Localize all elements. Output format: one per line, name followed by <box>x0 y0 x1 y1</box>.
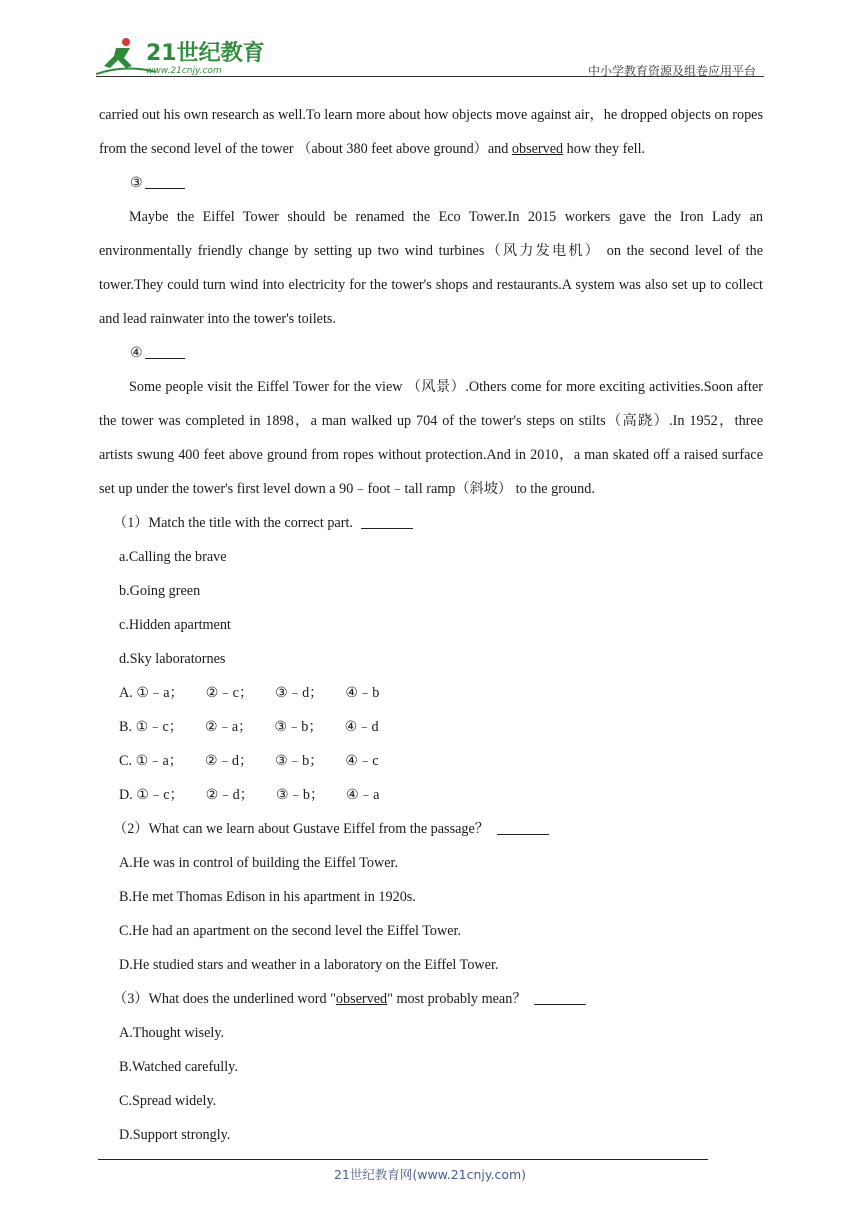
question-2: （2）What can we learn about Gustave Eiffel from the passage？ <box>99 812 763 846</box>
header-platform-name: 中小学教育资源及组卷应用平台 <box>587 64 756 78</box>
answer-blank[interactable] <box>361 514 413 529</box>
answer-blank[interactable] <box>497 820 549 835</box>
document-body <box>99 98 763 1152</box>
title-blank[interactable] <box>145 174 185 189</box>
logo-url: www.21cnjy.com <box>146 66 222 76</box>
answer-option-d[interactable]: D.He studied stars and weather in a laboratory on the Eiffel Tower. <box>119 957 499 973</box>
answer-option-b[interactable]: B.Watched carefully. <box>119 1059 238 1075</box>
question-3: （3）What does the underlined word "observed" most probably mean？ <box>99 982 763 1016</box>
part-marker-3: ③ <box>99 166 763 200</box>
answer-option-c[interactable]: C.Spread widely. <box>119 1093 217 1109</box>
question-1: （1）Match the title with the correct part. <box>99 506 763 540</box>
underlined-word: observed <box>335 991 388 1007</box>
answer-option-c[interactable]: C.He had an apartment on the second level the Eiffel Tower. <box>119 923 462 939</box>
footer-divider <box>98 1159 708 1160</box>
answer-option-a[interactable]: A.Thought wisely. <box>119 1025 225 1041</box>
passage-paragraph-2: carried out his own research as well.To learn more about how objects move against air，he dropped objects on ropes from the second level of the tower （about 380 feet above ground）and observed how they fell. <box>99 107 763 157</box>
part-marker-4: ④ <box>99 336 763 370</box>
answer-option-b[interactable]: B. ①﹣c； ②﹣a； ③﹣b； ④﹣d <box>119 719 379 735</box>
passage-paragraph-3: Maybe the Eiffel Tower should be renamed the Eco Tower.In 2015 workers gave the Iron Lady an environmentally friendly change by setting up two wind turbines（风力发电机） on the second level of the tower.They could turn wind into electricity for the tower's shops and restaurants.A system was also set up to collect and lead rainwater into the tower's toilets. <box>99 209 763 327</box>
title-blank[interactable] <box>145 344 185 359</box>
answer-option-a[interactable]: A. ①﹣a； ②﹣c； ③﹣d； ④﹣b <box>119 685 380 701</box>
logo <box>96 34 266 78</box>
page-header <box>96 34 764 80</box>
title-choice: c.Hidden apartment <box>119 617 231 633</box>
answer-option-a[interactable]: A.He was in control of building the Eiffel Tower. <box>119 855 399 871</box>
logo-text: 21世纪教育 <box>146 41 265 66</box>
answer-blank[interactable] <box>534 990 586 1005</box>
answer-option-d[interactable]: D.Support strongly. <box>119 1127 231 1143</box>
footer-site-link[interactable]: 21世纪教育网(www.21cnjy.com) <box>333 1167 527 1182</box>
passage-paragraph-4: Some people visit the Eiffel Tower for the view （风景）.Others come for more exciting activities.Soon after the tower was completed in 1898，a man walked up 704 of the tower's steps on stilts（高跷）.In 1952，three artists swung 400 feet above ground from ropes without protection.And in 2010，a man skated off a raised surface set up under the tower's first level down a 90﹣foot﹣tall ramp（斜坡） to the ground. <box>99 379 763 497</box>
answer-option-c[interactable]: C. ①﹣a； ②﹣d； ③﹣b； ④﹣c <box>119 753 379 769</box>
underlined-word: observed <box>511 141 564 157</box>
answer-option-d[interactable]: D. ①﹣c； ②﹣d； ③﹣b； ④﹣a <box>119 787 380 803</box>
title-choice: d.Sky laboratornes <box>119 651 226 667</box>
title-choice: a.Calling the brave <box>119 549 227 565</box>
answer-option-b[interactable]: B.He met Thomas Edison in his apartment in 1920s. <box>119 889 416 905</box>
header-divider <box>96 76 764 77</box>
title-choice: b.Going green <box>119 583 201 599</box>
